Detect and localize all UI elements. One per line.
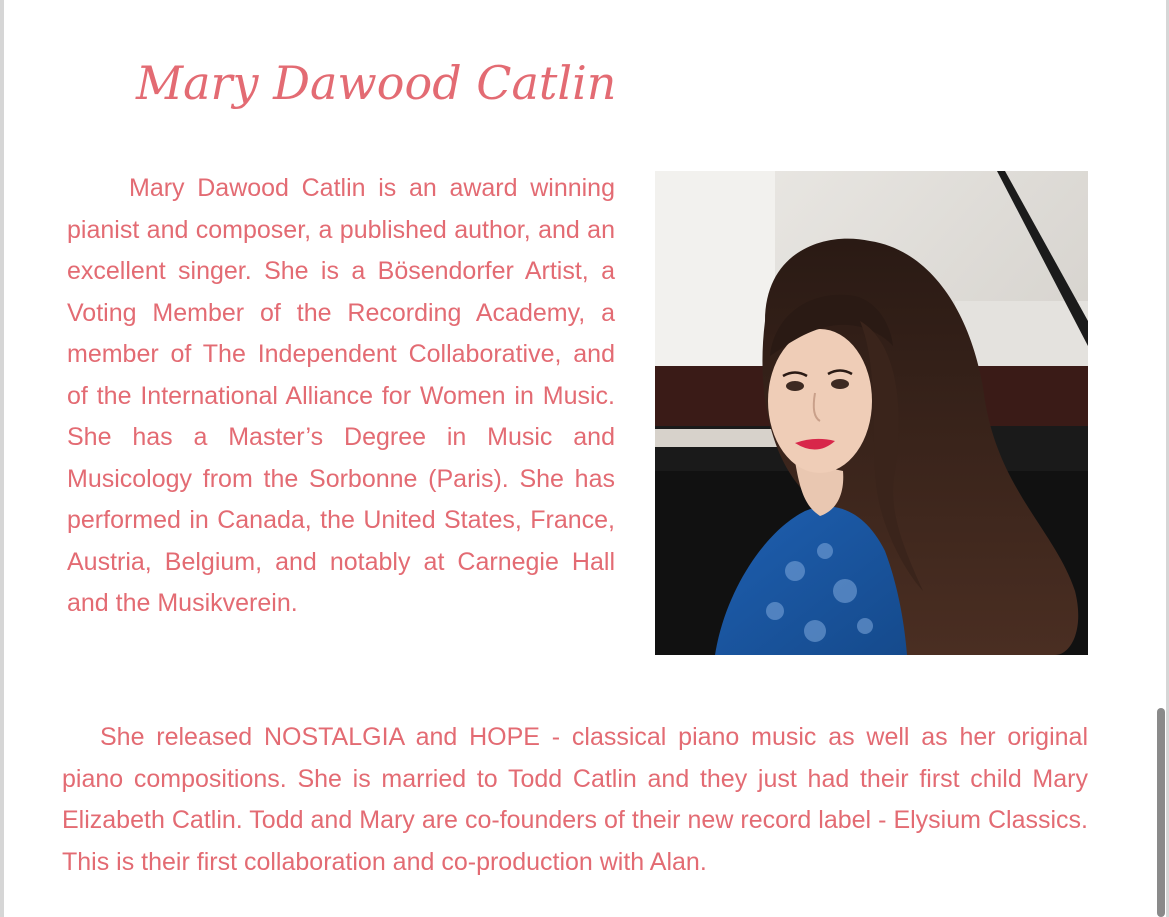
bio-paragraph-2: She released NOSTALGIA and HOPE - classical piano music as well as her original piano compositions. She is married to Todd Catlin and they just had their first child Mary Elizabeth Catlin. Todd and Mary are co-founders of their new record label - Elysium Classics. This is their first collaboration and co-production with Alan. xyxy=(62,723,1088,876)
portrait-photo xyxy=(655,171,1088,655)
portrait-illustration xyxy=(655,171,1088,655)
left-border xyxy=(0,0,4,917)
bio-paragraph-1: Mary Dawood Catlin is an award winning pianist and composer, a published author, and an excellent singer. She is a Bösendorfer Artist, a Voting Member of the Recording Academy, a member of The Independent Collaborative, and of the International Alliance for Women in Music. She has a Master’s Degree in Music and Musicology from the Sorbonne (Paris). She has performed in Canada, the United States, France, Austria, Belgium, and notably at Carnegie Hall and the Musikverein. xyxy=(67,174,615,617)
scrollbar-thumb[interactable] xyxy=(1157,708,1165,917)
page-title: Mary Dawood Catlin xyxy=(136,56,617,110)
